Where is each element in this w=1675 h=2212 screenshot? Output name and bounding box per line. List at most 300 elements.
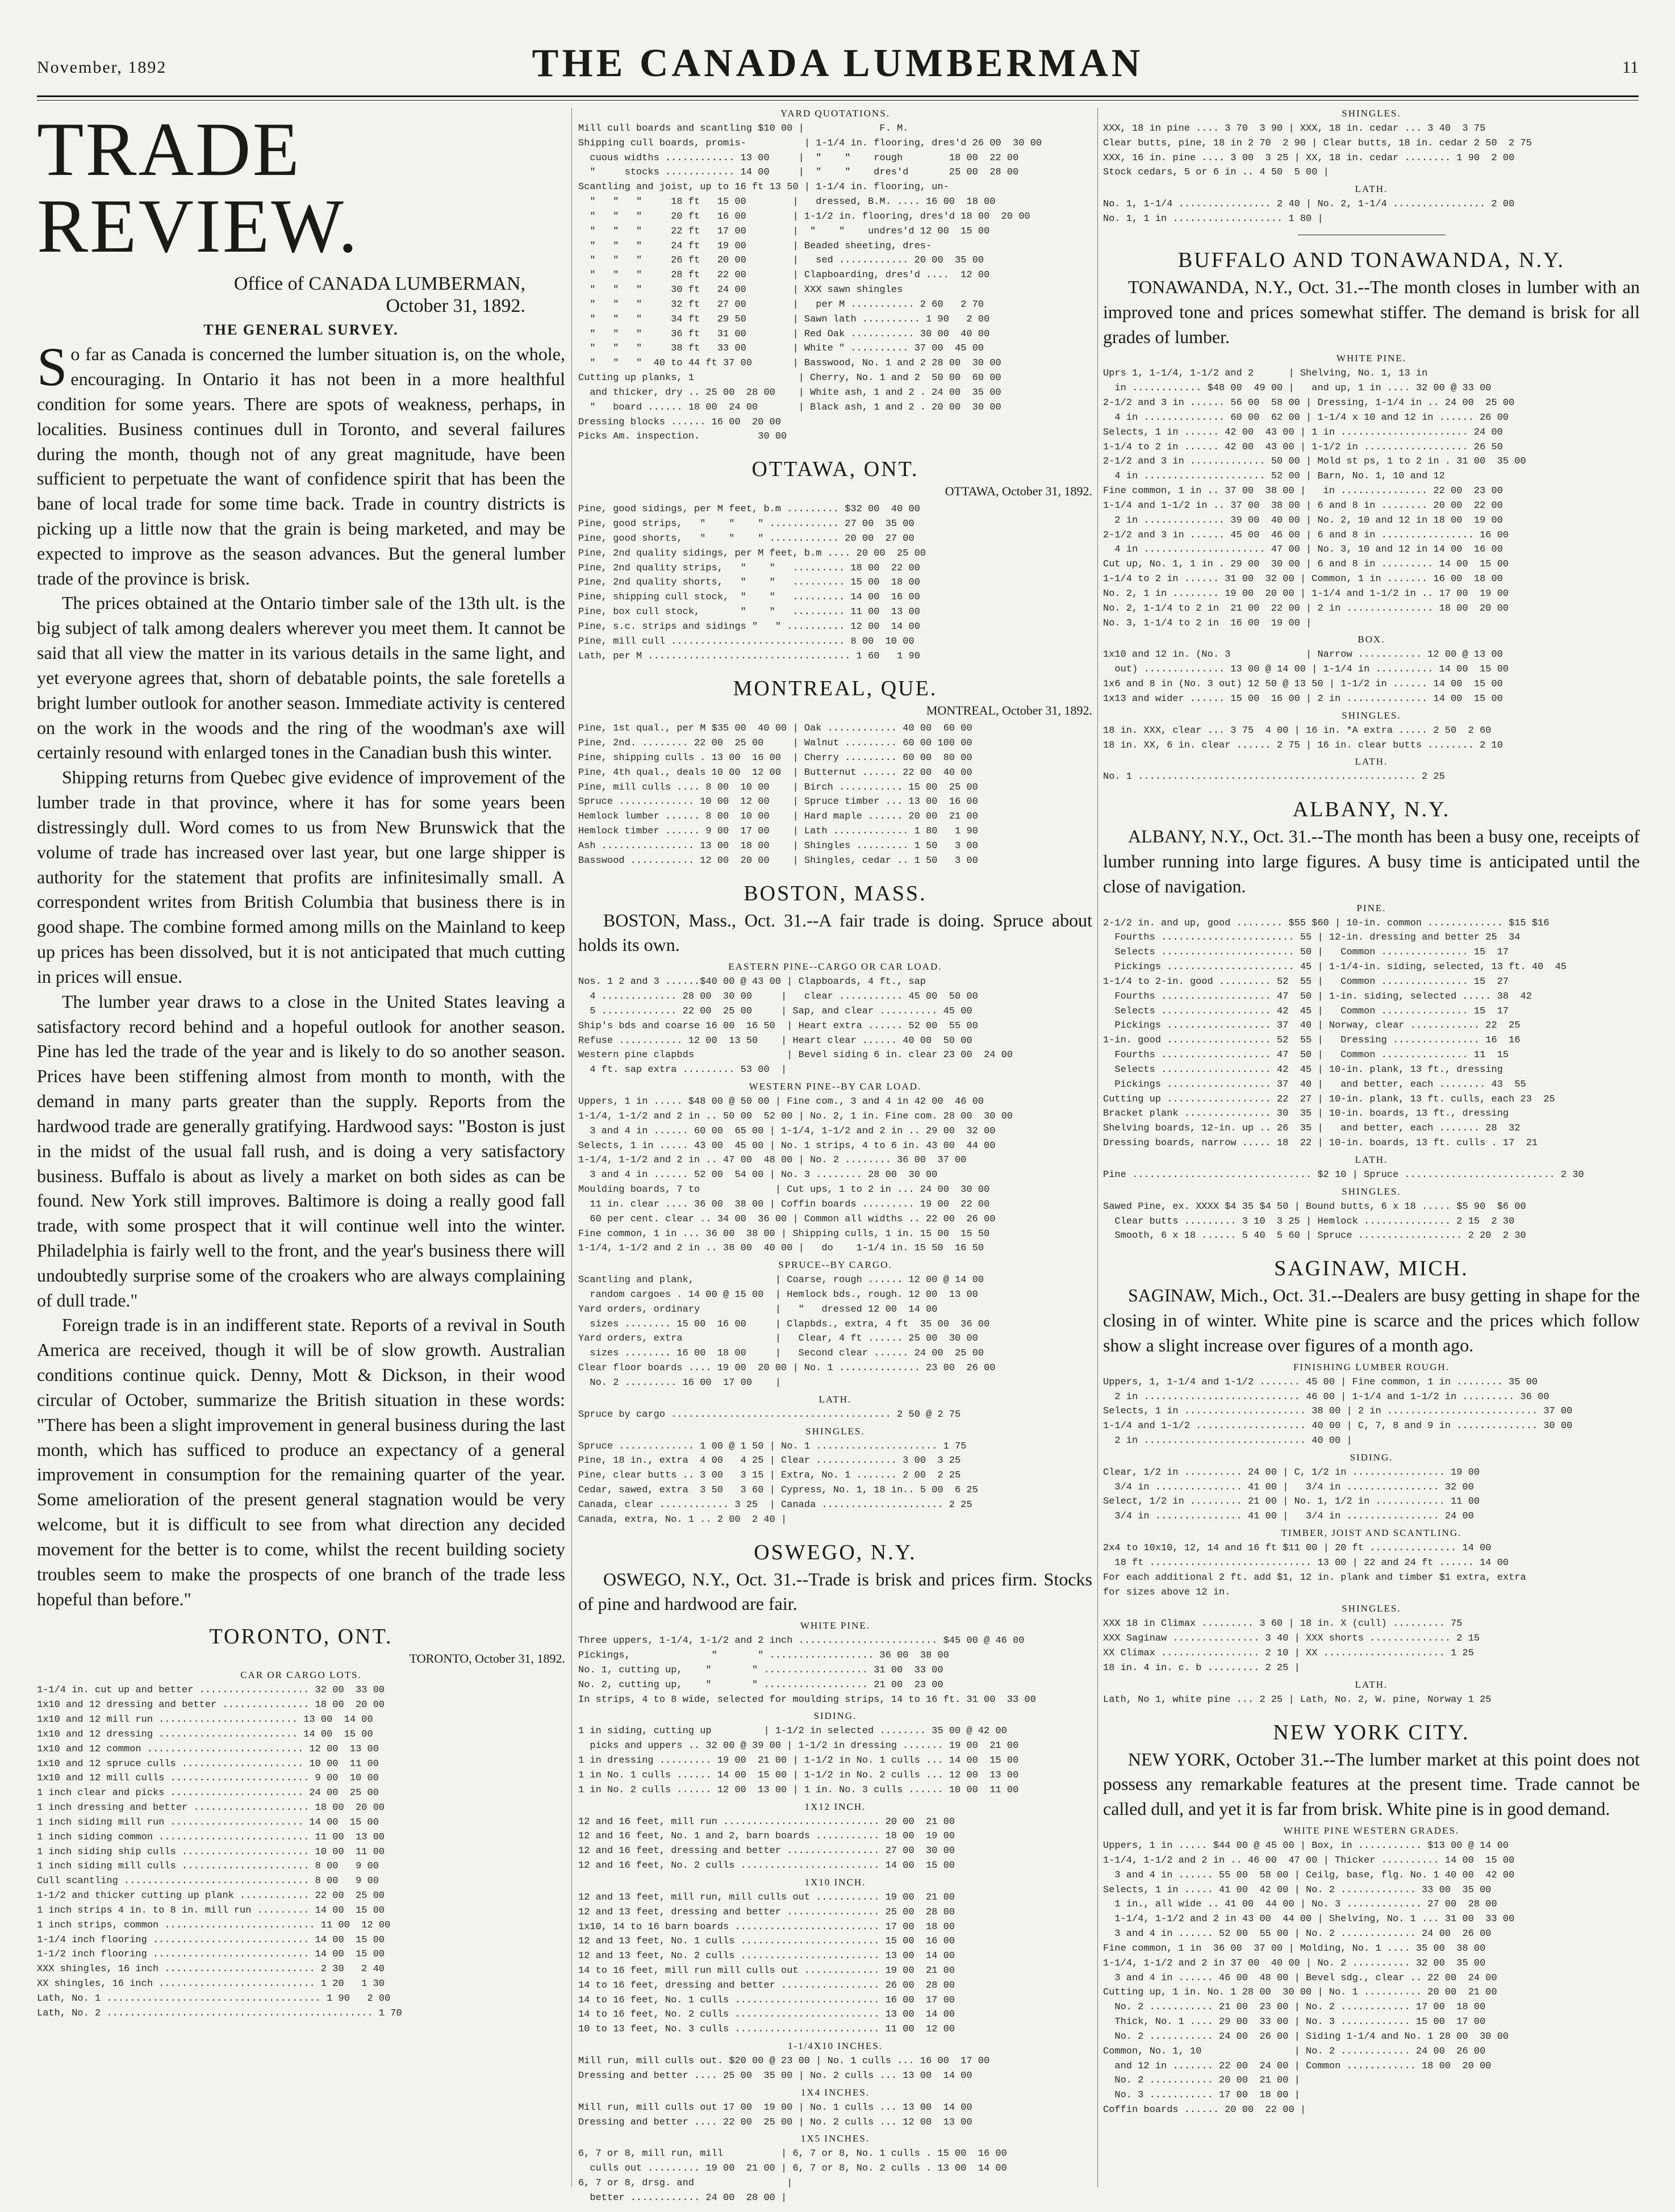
table-row: 1-1/4, 1-1/2 and 2 in .. 47 00 48 00 | No. 2 ........ 36 00 37 00 <box>578 1155 967 1166</box>
table-row: XXX, 18 in pine .... 3 70 3 90 | XXX, 18 in. cedar ... 3 40 3 75 <box>1103 123 1486 134</box>
table-row: Pine, 2nd quality shorts, " " ......... 15 00 18 00 <box>578 577 920 589</box>
table-row: Fourths ....................... 55 | 12-in. dressing and better 25 34 <box>1103 932 1521 944</box>
table-row: " " " 30 ft 24 00 | XXX sawn shingles <box>578 285 903 296</box>
table-subheading: SPRUCE--BY CARGO. <box>778 1259 892 1271</box>
table-row: 2-1/2 and 3 in ...... 56 00 58 00 | Dressing, 1-1/4 in .. 24 00 25 00 <box>1103 398 1515 409</box>
table-subheading: SHINGLES. <box>1342 108 1401 119</box>
table-row: 18 in. XXX, clear ... 3 75 4 00 | 16 in. *A extra ..... 2 50 2 60 <box>1103 725 1492 736</box>
table-row: Pine, mill cull .............................. 8 00 10 00 <box>578 636 914 647</box>
price-table <box>1103 1375 1640 1449</box>
table-row: Cut up, No. 1, 1 in . 29 00 30 00 | 6 and 8 in ......... 14 00 15 00 <box>1103 559 1509 570</box>
table-row: Pine, 2nd quality sidings, per M feet, b.m .... 20 00 25 00 <box>578 548 926 559</box>
table-subheading: WHITE PINE. <box>800 1620 871 1631</box>
table-row: " " " 36 ft 31 00 | Red Oak ........... 30 00 40 00 <box>578 328 990 340</box>
table-row: XX shingles, 16 inch ........................... 1 20 1 30 <box>37 1978 385 1989</box>
table-subheading: SHINGLES. <box>805 1425 865 1437</box>
table-row: Nos. 1 2 and 3 ......$40 00 @ 43 00 | Clapboards, 4 ft., sap <box>578 976 926 988</box>
market-intro: BOSTON, Mass., Oct. 31.--A fair trade is doing. Spruce about holds its own. <box>578 909 1092 955</box>
table-row: for sizes above 12 in. <box>1103 1587 1231 1598</box>
table-row: Cedar, sawed, extra 3 50 3 60 | Cypress, No. 1, 18 in.. 5 00 6 25 <box>578 1485 978 1496</box>
table-row: XXX shingles, 16 inch .......................... 2 30 2 40 <box>37 1964 385 1975</box>
price-table <box>578 122 1092 444</box>
masthead-rule-thin <box>37 100 1639 101</box>
price-table <box>1103 1617 1640 1675</box>
table-row: 1 inch siding common .......................... 11 00 13 00 <box>37 1831 385 1843</box>
table-row: 1x10 and 12 mill run ........................ 13 00 14 00 <box>37 1714 373 1726</box>
table-row: Cull scantling ................................ 8 00 9 00 <box>37 1876 379 1887</box>
table-row: 6, 7 or 8, mill run, mill | 6, 7 or 8, No. 1 culls . 15 00 16 00 <box>578 2148 1007 2160</box>
table-row: sizes ........ 15 00 16 00 | Clapbds., extra, 4 ft 35 00 36 00 <box>578 1318 990 1330</box>
table-subheading: TIMBER, JOIST AND SCANTLING. <box>1281 1527 1462 1539</box>
table-row: random cargoes . 14 00 @ 15 00 | Hemlock bds., rough. 12 00 13 00 <box>578 1289 978 1300</box>
table-row: 12 and 16 feet, mill run ........................... 20 00 21 00 <box>578 1816 955 1827</box>
table-subheading: 1X10 INCH. <box>804 1876 866 1888</box>
table-row: Stock cedars, 5 or 6 in .. 4 50 5 00 | <box>1103 167 1329 178</box>
table-row: For each additional 2 ft. add $1, 12 in. plank and timber $1 extra, extra <box>1103 1572 1526 1583</box>
price-table <box>1103 197 1640 227</box>
table-row: 2-1/2 in. and up, good ........ $55 $60 | 10-in. common ............. $15 $16 <box>1103 917 1549 929</box>
price-table <box>1103 366 1640 631</box>
price-table <box>1103 916 1640 1151</box>
market-heading-toronto: TORONTO, ONT. <box>209 1625 393 1649</box>
table-row: Sawed Pine, ex. XXXX $4 35 $4 50 | Bound butts, 6 x 18 ..... $5 90 $6 00 <box>1103 1201 1526 1212</box>
table-row: 12 and 16 feet, No. 2 culls ........................ 14 00 15 00 <box>578 1860 955 1872</box>
price-table <box>578 1439 1092 1527</box>
table-subheading: SIDING. <box>813 1710 857 1722</box>
column-divider <box>571 108 572 2187</box>
table-subheading: LATH. <box>818 1393 852 1405</box>
price-table <box>578 1634 1092 1707</box>
table-row: No. 2 ........... 20 00 21 00 | <box>1103 2075 1300 2086</box>
price-table <box>1103 648 1640 706</box>
page-number: 11 <box>1622 58 1639 77</box>
table-row: " stocks ............ 14 00 | " " dres'd 25 00 28 00 <box>578 167 1019 178</box>
table-row: Pickings .................. 37 40 | and better, each ........ 43 55 <box>1103 1079 1526 1090</box>
table-row: No. 3 ........... 17 00 18 00 | <box>1103 2090 1300 2101</box>
market-intro: SAGINAW, Mich., Oct. 31.--Dealers are busy getting in shape for the closing in of winter. White pine is scarce and the prices which follow show a slight increase over figures of a month ago. <box>1103 1285 1640 1355</box>
table-row: " " " 38 ft 33 00 | White " .......... 37 00 45 00 <box>578 343 984 354</box>
table-row: Pine, 2nd. ........ 22 00 25 00 | Walnut ......... 60 00 100 00 <box>578 738 972 749</box>
table-row: 1x10 and 12 in. (No. 3 | Narrow ........... 12 00 @ 13 00 <box>1103 649 1503 661</box>
table-row: No. 3, 1-1/4 to 2 in 16 00 19 00 | <box>1103 617 1312 629</box>
table-row: XX Climax ................. 2 10 | XX ..................... 1 25 <box>1103 1648 1474 1659</box>
table-row: Selects ................... 42 45 | 10-in. plank, 13 ft., dressing <box>1103 1064 1503 1075</box>
price-table <box>1103 1168 1640 1183</box>
table-row: 1 in dressing ......... 19 00 21 00 | 1-1/2 in No. 1 culls ... 14 00 15 00 <box>578 1755 1019 1767</box>
table-row: cuous widths ............ 13 00 | " " rough 18 00 22 00 <box>578 152 1019 164</box>
table-row: Pine, 4th qual., deals 10 00 12 00 | Butternut ...... 22 00 40 00 <box>578 767 972 778</box>
table-row: Spruce ............. 10 00 12 00 | Spruce timber ... 13 00 16 00 <box>578 796 978 808</box>
table-row: Uppers, 1 in ..... $44 00 @ 45 00 | Box, in ........... $13 00 @ 14 00 <box>1103 1840 1509 1852</box>
table-row: Coffin boards ...... 20 00 22 00 | <box>1103 2104 1306 2115</box>
article-title: TRADE REVIEW. <box>37 107 360 269</box>
dateline: TORONTO, October 31, 1892. <box>409 1651 565 1666</box>
table-row: 1x10 and 12 dressing ........................ 14 00 15 00 <box>37 1729 373 1740</box>
table-row: Fine common, 1 in ... 36 00 38 00 | Shipping culls, 1 in. 15 00 15 50 <box>578 1228 990 1239</box>
table-row: XXX, 16 in. pine .... 3 00 3 25 | XX, 18 in. cedar ........ 1 90 2 00 <box>1103 152 1515 164</box>
dateline: OTTAWA, October 31, 1892. <box>945 484 1092 499</box>
dateline: MONTREAL, October 31, 1892. <box>926 703 1092 718</box>
table-row: Thick, No. 1 .... 29 00 33 00 | No. 3 ............ 15 00 17 00 <box>1103 2017 1486 2028</box>
table-row: 60 per cent. clear .. 34 00 36 00 | Common all widths .. 22 00 26 00 <box>578 1213 996 1225</box>
table-row: 1 inch dressing and better .................... 18 00 20 00 <box>37 1802 385 1814</box>
section-title: THE GENERAL SURVEY. <box>203 322 399 339</box>
table-row: Scantling and plank, | Coarse, rough ...... 12 00 @ 14 00 <box>578 1275 984 1286</box>
table-row: No. 2, 1 in ........ 19 00 20 00 | 1-1/4 and 1-1/2 in .. 17 00 19 00 <box>1103 588 1509 599</box>
table-row: Select, 1/2 in ......... 21 00 | No. 1, 1/2 in ............ 11 00 <box>1103 1496 1480 1508</box>
table-row: Canada, clear ............ 3 25 | Canada ..................... 2 25 <box>578 1499 972 1510</box>
table-row: Dressing blocks ...... 16 00 20 00 <box>578 416 782 428</box>
table-row: Common, No. 1, 10 | No. 2 ............ 24 00 26 00 <box>1103 2046 1486 2057</box>
market-heading-saginaw: SAGINAW, MICH. <box>1274 1257 1469 1281</box>
column-3 <box>1103 108 1640 2118</box>
table-row: Lath, No 1, white pine ... 2 25 | Lath, No. 2, W. pine, Norway 1 25 <box>1103 1694 1492 1705</box>
table-row: Clear butts ......... 3 10 3 25 | Hemlock ............... 2 15 2 30 <box>1103 1216 1515 1227</box>
table-row: Clear butts, pine, 18 in 2 70 2 90 | Clear butts, 18 in. cedar 2 50 2 75 <box>1103 137 1532 149</box>
table-row: Pine, shipping cull stock, " " ......... 14 00 16 00 <box>578 592 920 603</box>
table-row: " " " 34 ft 29 50 | Sawn lath .......... 1 90 2 00 <box>578 314 990 325</box>
table-row: 1 in., all wide .. 41 00 44 00 | No. 3 ............. 27 00 28 00 <box>1103 1899 1497 1910</box>
table-row: 1-in. good .................. 52 55 | Dressing ............... 16 16 <box>1103 1035 1521 1046</box>
table-row: 1-1/4 and 1-1/2 ................... 40 00 | C, 7, 8 and 9 in .............. 30 00 <box>1103 1421 1573 1432</box>
price-table <box>1103 1200 1640 1243</box>
table-row: Pine, box cull stock, " " ......... 11 00 13 00 <box>578 607 920 618</box>
table-row: Clear, 1/2 in .......... 24 00 | C, 1/2 in ................ 19 00 <box>1103 1467 1480 1478</box>
table-subheading: LATH. <box>1355 1154 1388 1165</box>
table-row: Pine, 1st qual., per M $35 00 40 00 | Oak ............ 40 00 60 00 <box>578 723 972 734</box>
table-row: 1x10 and 12 mill culls ........................ 9 00 10 00 <box>37 1773 379 1784</box>
market-heading-montreal: MONTREAL, QUE. <box>733 677 938 701</box>
table-row: " " " 28 ft 22 00 | Clapboarding, dres'd .... 12 00 <box>578 270 990 281</box>
table-row: 1-1/4, 1-1/2 and 2 in .. 38 00 40 00 | do 1-1/4 in. 15 50 16 50 <box>578 1243 984 1254</box>
table-row: In strips, 4 to 8 wide, selected for moulding strips, 14 to 16 ft. 31 00 33 00 <box>578 1694 1036 1705</box>
price-table <box>1103 1466 1640 1524</box>
table-row: 1 inch clear and picks ....................... 24 00 25 00 <box>37 1788 379 1799</box>
table-row: " " " 26 ft 20 00 | sed ............ 20 00 35 00 <box>578 255 984 266</box>
table-subheading: PINE. <box>1356 902 1386 913</box>
table-row: 1x10, 14 to 16 barn boards ......................... 17 00 18 00 <box>578 1921 955 1933</box>
table-row: Shipping cull boards, promis- | 1-1/4 in. flooring, dres'd 26 00 30 00 <box>578 137 1042 149</box>
table-row: and 12 in ....... 22 00 24 00 | Common ............ 18 00 20 00 <box>1103 2060 1492 2072</box>
table-subheading: SHINGLES. <box>1342 1603 1401 1614</box>
table-row: 1-1/4, 1-1/2 and 2 in 37 00 40 00 | No. 2 .......... 32 00 35 00 <box>1103 1958 1486 1969</box>
table-row: 1-1/4, 1-1/2 and 2 in .. 50 00 52 00 | No. 2, 1 in. Fine com. 28 00 30 00 <box>578 1111 1013 1122</box>
table-row: 3 and 4 in ...... 52 00 55 00 | No. 2 ............. 24 00 26 00 <box>1103 1929 1492 1940</box>
price-table <box>578 975 1092 1078</box>
drop-cap: S <box>37 336 68 398</box>
table-row: 1x6 and 8 in (No. 3 out) 12 50 @ 13 50 | 1-1/2 in ...... 14 00 15 00 <box>1103 679 1503 690</box>
table-row: Shelving boards, 12-in. up .. 26 35 | and better, each ....... 28 32 <box>1103 1123 1521 1134</box>
table-subheading: 1X12 INCH. <box>804 1801 866 1812</box>
table-row: 11 in. clear .... 36 00 38 00 | Coffin boards ......... 19 00 22 00 <box>578 1199 990 1210</box>
table-row: No. 2, cutting up, " " .................. 21 00 23 00 <box>578 1679 943 1691</box>
table-subheading: SHINGLES. <box>1342 709 1401 721</box>
table-row: 1-1/4, 1-1/2 and 2 in .. 46 00 47 00 | Thicker .......... 14 00 15 00 <box>1103 1855 1515 1866</box>
table-row: 2 in ............................ 40 00 | <box>1103 1435 1352 1446</box>
table-row: No. 1, 1 in ................... 1 80 | <box>1103 214 1323 225</box>
table-row: 18 in. XX, 6 in. clear ...... 2 75 | 16 in. clear butts ........ 2 10 <box>1103 740 1503 751</box>
table-row: 1-1/4 to 2-in. good ......... 52 55 | Common ............... 15 27 <box>1103 976 1509 987</box>
table-row: 3 and 4 in ...... 55 00 58 00 | Ceilg, base, flg. No. 1 40 00 42 00 <box>1103 1869 1515 1881</box>
table-subheading: LATH. <box>1355 756 1388 767</box>
table-row: 2x4 to 10x10, 12, 14 and 16 ft $11 00 | 20 ft ............... 14 00 <box>1103 1543 1492 1554</box>
price-table <box>1103 770 1640 784</box>
office-line-2: October 31, 1892. <box>386 295 525 317</box>
table-subheading: WHITE PINE WESTERN GRADES. <box>1283 1825 1460 1837</box>
table-row: 12 and 13 feet, mill run, mill culls out ........... 19 00 21 00 <box>578 1892 955 1903</box>
table-row: Lath, No. 2 .............................................. 1 70 <box>37 2008 402 2019</box>
table-row: Pine, s.c. strips and sidings " " .......... 12 00 14 00 <box>578 621 920 632</box>
table-row: Selects, 1 in ..... 41 00 42 00 | No. 2 ............. 33 00 35 00 <box>1103 1884 1492 1896</box>
table-row: Western pine clapbds | Bevel siding 6 in. clear 23 00 24 00 <box>578 1050 1013 1061</box>
price-table <box>1103 724 1640 753</box>
market-heading-ottawa: OTTAWA, ONT. <box>751 457 919 482</box>
article-paragraph: So far as Canada is concerned the lumber situation is, on the whole, encouraging. In Ontario it has not been in a more healthful condition for some years. There are spots of weakness, perhaps, in localities. Business continues dull in Toronto, and several failures during the month, though not of any great magnitude, have been sufficient to perpetuate the want of confidence spirit that has been the bane of local trade for some time back. Trade in country districts is picking up a little now that the grain is being marketed, and may be expected to improve as the season advances. But the general lumber trade of the province is brisk. <box>37 336 565 589</box>
table-row: Cutting up, 1 in. No. 1 28 00 30 00 | No. 1 .......... 20 00 21 00 <box>1103 1987 1497 1998</box>
table-row: 3 and 4 in ...... 46 00 48 00 | Bevel sdg., clear .. 22 00 24 00 <box>1103 1972 1497 1984</box>
price-table <box>578 1095 1092 1256</box>
column-1 <box>37 108 565 2021</box>
table-row: 1 inch strips, common .......................... 11 00 12 00 <box>37 1919 391 1931</box>
table-row: 3/4 in ............... 41 00 | 3/4 in ................ 24 00 <box>1103 1511 1474 1522</box>
table-row: 4 ft. sap extra ......... 53 00 | <box>578 1065 787 1076</box>
price-table <box>578 2147 1092 2205</box>
table-subheading: 1X5 INCHES. <box>800 2133 870 2144</box>
table-row: No. 2 ........... 21 00 23 00 | No. 2 ............ 17 00 18 00 <box>1103 2002 1486 2013</box>
table-row: 1-1/4 inch flooring ........................... 14 00 15 00 <box>37 1934 385 1946</box>
table-row: 1 inch strips 4 in. to 8 in. mill run ......... 14 00 15 00 <box>37 1905 385 1916</box>
table-row: Picks Am. inspection. 30 00 <box>578 431 787 443</box>
table-row: Pine, 18 in., extra 4 00 4 25 | Clear .............. 3 00 3 25 <box>578 1455 961 1467</box>
table-row: Lath, No. 1 ..................................... 1 90 2 00 <box>37 1993 391 2004</box>
price-table <box>1103 1839 1640 2118</box>
table-row: Mill run, mill culls out. $20 00 @ 23 00 | No. 1 culls ... 16 00 17 00 <box>578 2056 990 2067</box>
office-line-1: Office of CANADA LUMBERMAN, <box>233 273 525 294</box>
table-row: 18 in. 4 in. c. b ......... 2 25 | <box>1103 1662 1300 1673</box>
table-row: No. 1 ................................................ 2 25 <box>1103 771 1445 783</box>
table-row: 1-1/2 inch flooring ........................... 14 00 15 00 <box>37 1949 385 1960</box>
market-intro: ALBANY, N.Y., Oct. 31.--The month has been a busy one, receipts of lumber running into large figures. A busy time is anticipated until the close of navigation. <box>1103 826 1640 896</box>
market-intro: TONAWANDA, N.Y., Oct. 31.--The month closes in lumber with an improved tone and prices somewhat stiffer. The demand is brisk for all grades of lumber. <box>1103 276 1640 347</box>
table-row: Pine, 2nd quality strips, " " ......... 18 00 22 00 <box>578 562 920 574</box>
table-row: Uppers, 1, 1-1/4 and 1-1/2 ....... 45 00 | Fine common, 1 in ........ 35 00 <box>1103 1376 1538 1388</box>
table-row: 4 ............. 28 00 30 00 | clear ........... 45 00 50 00 <box>578 991 978 1003</box>
table-subheading: LATH. <box>1355 183 1388 195</box>
market-heading-albany: ALBANY, N.Y. <box>1292 798 1451 822</box>
table-row: Clear floor boards .... 19 00 20 00 | No. 1 .............. 23 00 26 00 <box>578 1363 996 1374</box>
table-row: Yard orders, extra | Clear, 4 ft ...... 25 00 30 00 <box>578 1333 978 1345</box>
market-heading-oswego: OSWEGO, N.Y. <box>754 1540 917 1564</box>
table-row: Pine, shipping culls . 13 00 16 00 | Cherry ......... 60 00 80 00 <box>578 752 972 763</box>
table-subheading: EASTERN PINE--CARGO OR CAR LOAD. <box>728 961 942 973</box>
table-row: " " " 24 ft 19 00 | Beaded sheeting, dres- <box>578 240 932 252</box>
table-row: 1 in No. 1 culls ...... 14 00 15 00 | 1-1/2 in No. 2 culls ... 12 00 13 00 <box>578 1769 1019 1781</box>
table-row: " " " 20 ft 16 00 | 1-1/2 in. flooring, dres'd 18 00 20 00 <box>578 211 1030 222</box>
table-subheading: WESTERN PINE--BY CAR LOAD. <box>749 1081 922 1092</box>
table-subheading: BOX. <box>1357 634 1385 645</box>
table-row: Selects ................... 42 45 | Common ............... 15 17 <box>1103 1005 1509 1017</box>
table-row: Canada, extra, No. 1 .. 2 00 2 40 | <box>578 1514 787 1525</box>
table-row: Pickings .................. 37 40 | Norway, clear ............ 22 25 <box>1103 1020 1521 1032</box>
table-row: " " " 32 ft 27 00 | per M ........... 2 60 2 70 <box>578 299 984 310</box>
table-row: 14 to 16 feet, dressing and better ................. 26 00 28 00 <box>578 1980 955 1991</box>
table-subheading: SIDING. <box>1350 1451 1393 1463</box>
table-row: 1-1/4 to 2 in ...... 31 00 32 00 | Common, 1 in ....... 16 00 18 00 <box>1103 574 1503 585</box>
table-row: Pine, good sidings, per M feet, b.m ......... $32 00 40 00 <box>578 504 920 515</box>
price-table <box>578 502 1092 663</box>
table-row: 12 and 16 feet, dressing and better ................ 27 00 30 00 <box>578 1846 955 1857</box>
market-intro: NEW YORK, October 31.--The lumber market at this point does not possess any remarkable features at the present time. Trade cannot be called dull, and yet it is far from brisk. White pine is in good demand. <box>1103 1748 1640 1819</box>
table-row: Spruce ............. 1 00 @ 1 50 | No. 1 ..................... 1 75 <box>578 1441 967 1452</box>
table-row: better ............ 24 00 28 00 | <box>578 2192 787 2203</box>
table-row: XXX 18 in Climax ......... 3 60 | 18 in. X (cull) ......... 75 <box>1103 1618 1463 1630</box>
table-row: 12 and 13 feet, No. 1 culls ........................ 15 00 16 00 <box>578 1936 955 1947</box>
article-paragraph: The prices obtained at the Ontario timber sale of the 13th ult. is the big subject of talk among dealers wherever you meet them. It cannot be said that all view the matter in its various details in the same light, and yet everyone agrees that, shorn of debatable points, the sale foretells a bright lumber outlook for another season. Immediate activity is centered on the work in the woods and the ring of the woodman's axe will certainly resound with enlarged tones in the Canadian bush this winter. <box>37 592 565 763</box>
price-table <box>1103 1541 1640 1600</box>
table-row: Refuse ........... 12 00 13 50 | Heart clear ...... 40 00 50 00 <box>578 1035 972 1046</box>
table-row: Yard orders, ordinary | " dressed 12 00 14 00 <box>578 1304 938 1315</box>
market-heading-buffalo: BUFFALO AND TONAWANDA, N.Y. <box>1177 248 1565 272</box>
table-row: No. 1, 1-1/4 ................ 2 40 | No. 2, 1-1/4 ................ 2 00 <box>1103 199 1515 210</box>
table-row: 4 in ..................... 52 00 | Barn, No. 1, 10 and 12 <box>1103 471 1445 482</box>
market-intro: OSWEGO, N.Y., Oct. 31.--Trade is brisk and prices firm. Stocks of pine and hardwood are fair. <box>578 1568 1092 1614</box>
price-table <box>37 1683 565 2021</box>
price-table <box>1103 122 1640 180</box>
table-row: 3/4 in ............... 41 00 | 3/4 in ................ 32 00 <box>1103 1481 1474 1493</box>
newspaper-title: THE CANADA LUMBERMAN <box>532 41 1144 85</box>
table-row: 3 and 4 in ...... 52 00 54 00 | No. 3 ........ 28 00 30 00 <box>578 1170 938 1181</box>
table-row: 2 in .............. 39 00 40 00 | No. 2, 10 and 12 in 18 00 19 00 <box>1103 515 1503 526</box>
table-row: Ship's bds and coarse 16 00 16 50 | Heart extra ...... 52 00 55 00 <box>578 1020 978 1032</box>
table-row: " " " 22 ft 17 00 | " " undres'd 12 00 15 00 <box>578 226 990 237</box>
table-row: 1 inch siding mill culls ...................... 8 00 9 00 <box>37 1861 379 1872</box>
table-row: sizes ........ 16 00 18 00 | Second clear ...... 24 00 25 00 <box>578 1348 984 1359</box>
table-subheading: YARD QUOTATIONS. <box>780 108 891 119</box>
table-row: Three uppers, 1-1/4, 1-1/2 and 2 inch ........................ $45 00 @ 46 00 <box>578 1635 1025 1647</box>
table-row: Fourths ................... 47 50 | Common ............... 11 15 <box>1103 1050 1509 1061</box>
table-row: Dressing and better .... 22 00 25 00 | No. 2 culls ... 12 00 13 00 <box>578 2117 972 2128</box>
table-row: Scantling and joist, up to 16 ft 13 50 | 1-1/4 in. flooring, un- <box>578 182 949 193</box>
table-row: 1x13 and wider ...... 15 00 16 00 | 2 in .............. 14 00 15 00 <box>1103 693 1503 704</box>
table-row: Selects ....................... 50 | Common ............... 15 17 <box>1103 947 1509 958</box>
issue-date: November, 1892 <box>37 58 167 77</box>
table-row: Mill run, mill culls out 17 00 19 00 | No. 1 culls ... 13 00 14 00 <box>578 2102 972 2113</box>
table-row: 1x10 and 12 dressing and better ............... 18 00 20 00 <box>37 1700 385 1711</box>
table-row: 2-1/2 and 3 in ............. 50 00 | Mold st ps, 1 to 2 in . 31 00 35 00 <box>1103 456 1526 468</box>
table-row: 10 to 13 feet, No. 3 culls ......................... 11 00 12 00 <box>578 2024 955 2035</box>
price-table <box>578 1724 1092 1797</box>
table-row: " " " 18 ft 15 00 | dressed, B.M. .... 16 00 18 00 <box>578 197 996 208</box>
price-table <box>578 1273 1092 1391</box>
table-row: Fine common, 1 in 36 00 37 00 | Molding, No. 1 .... 35 00 38 00 <box>1103 1943 1486 1954</box>
table-row: 1-1/4, 1-1/2 and 2 in 43 00 44 00 | Shelving, No. 1 ... 31 00 33 00 <box>1103 1914 1515 1925</box>
market-heading-boston: BOSTON, MASS. <box>743 881 927 905</box>
table-row: picks and uppers .. 32 00 @ 39 00 | 1-1/2 in dressing ....... 19 00 21 00 <box>578 1741 1019 1752</box>
table-row: Selects, 1 in ..... 43 00 45 00 | No. 1 strips, 4 to 6 in. 43 00 44 00 <box>578 1140 996 1151</box>
table-row: Basswood ........... 12 00 20 00 | Shingles, cedar .. 1 50 3 00 <box>578 855 978 866</box>
table-row: 1-1/4 to 2 in ...... 42 00 43 00 | 1-1/2 in .................. 26 50 <box>1103 441 1503 453</box>
table-row: XXX Saginaw ............... 3 40 | XXX shorts .............. 2 15 <box>1103 1633 1480 1645</box>
table-row: 1-1/4 in. cut up and better ................... 32 00 33 00 <box>37 1685 385 1696</box>
table-row: 1 in siding, cutting up | 1-1/2 in selected ........ 35 00 @ 42 00 <box>578 1726 1007 1737</box>
table-subheading: FINISHING LUMBER ROUGH. <box>1293 1361 1450 1372</box>
office-line <box>37 273 525 317</box>
table-row: 3 and 4 in ...... 60 00 65 00 | 1-1/4, 1-1/2 and 2 in .. 29 00 32 00 <box>578 1125 996 1137</box>
table-row: Moulding boards, 7 to | Cut ups, 1 to 2 in ... 24 00 30 00 <box>578 1184 990 1196</box>
table-row: 18 ft ............................ 13 00 | 22 and 24 ft ...... 14 00 <box>1103 1557 1509 1568</box>
price-table <box>578 2101 1092 2130</box>
table-subheading: CAR OR CARGO LOTS. <box>240 1670 362 1681</box>
table-subheading: WHITE PINE. <box>1336 353 1407 364</box>
table-row: 2 in ........................... 46 00 | 1-1/4 and 1-1/2 in ......... 36 00 <box>1103 1391 1549 1403</box>
table-row: Cutting up planks, 1 | Cherry, No. 1 and 2 50 00 60 00 <box>578 373 1001 384</box>
table-row: Dressing and better .... 25 00 35 00 | No. 2 culls ... 13 00 14 00 <box>578 2070 972 2081</box>
table-row: No. 2 ........... 24 00 26 00 | Siding 1-1/4 and No. 1 28 00 30 00 <box>1103 2031 1509 2042</box>
price-table <box>578 721 1092 868</box>
table-row: 4 in ..................... 47 00 | No. 3, 10 and 12 in 14 00 16 00 <box>1103 544 1503 556</box>
table-row: Lath, per M ................................... 1 60 1 90 <box>578 650 920 662</box>
table-row: Pickings ...................... 45 | 1-1/4-in. siding, selected, 13 ft. 40 45 <box>1103 962 1567 973</box>
table-row: 1-1/2 and thicker cutting up plank ............ 22 00 25 00 <box>37 1890 385 1902</box>
table-row: Pine, good shorts, " " " ............ 20 00 27 00 <box>578 533 914 544</box>
table-row: out) .............. 13 00 @ 14 00 | 1-1/4 in .......... 14 00 15 00 <box>1103 664 1509 675</box>
table-row: Hemlock lumber ...... 8 00 10 00 | Hard maple ...... 20 00 21 00 <box>578 811 978 823</box>
price-table <box>578 1408 1092 1422</box>
table-row: 4 in .............. 60 00 62 00 | 1-1/4 x 10 and 12 in ...... 26 00 <box>1103 412 1509 423</box>
price-table <box>578 1815 1092 1873</box>
table-row: Mill cull boards and scantling $10 00 | F. M. <box>578 123 909 134</box>
table-row: and thicker, dry .. 25 00 28 00 | White ash, 1 and 2 . 24 00 35 00 <box>578 387 1001 398</box>
table-row: No. 2 ......... 16 00 17 00 | <box>578 1377 782 1388</box>
table-row: No. 1, cutting up, " " .................. 31 00 33 00 <box>578 1664 943 1676</box>
price-table <box>1103 1693 1640 1708</box>
table-row: Dressing boards, narrow ..... 18 22 | 10-in. boards, 13 ft. culls . 17 21 <box>1103 1138 1538 1149</box>
table-subheading: SHINGLES. <box>1342 1186 1401 1197</box>
masthead <box>37 41 1639 90</box>
column-divider <box>1097 108 1098 2187</box>
table-subheading: 1X4 INCHES. <box>800 2086 870 2098</box>
table-row: Selects, 1 in ...... 42 00 43 00 | 1 in ...................... 24 00 <box>1103 427 1503 438</box>
table-row: Fourths ................... 47 50 | 1-in. siding, selected ..... 38 42 <box>1103 991 1532 1002</box>
table-row: 1x10 and 12 common ........................... 12 00 13 00 <box>37 1743 379 1755</box>
table-row: 5 ............. 22 00 25 00 | Sap, and clear .......... 45 00 <box>578 1005 972 1017</box>
table-row: 6, 7 or 8, drsg. and | <box>578 2178 793 2189</box>
table-row: Spruce by cargo ...................................... 2 50 @ 2 75 <box>578 1409 961 1420</box>
table-row: Pine, good strips, " " " ............ 27 00 35 00 <box>578 519 914 530</box>
table-row: " " " 40 to 44 ft 37 00 | Basswood, No. 1 and 2 28 00 30 00 <box>578 358 1001 369</box>
table-row: 2-1/2 and 3 in ...... 45 00 46 00 | 6 and 8 in ................ 16 00 <box>1103 529 1509 541</box>
table-row: Fine common, 1 in .. 37 00 38 00 | in ............... 22 00 23 00 <box>1103 486 1503 497</box>
article-paragraph: The lumber year draws to a close in the United States leaving a satisfactory record behind and a hopeful outlook for another season. Pine has led the trade of the year and is likely to do so another season. Prices have been stiffening almost from month to month, with the demand in many parts greater than the supply. Reports from the hardwood trade are generally gratifying. Hardwood says: "Boston is just in the midst of the usual fall rush, and is doing a very satisfactory business. Buffalo is about as lively a market on both sides as can be found. New York still improves. Baltimore is doing a really good fall trade, with some prospect that it will continue well into the winter. Philadelphia is fairly well to the front, and the year's business there will undoubtedly surprise some of the croakers who are always complaining of dull trade." <box>37 991 565 1310</box>
table-row: Pine ............................... $2 10 | Spruce .......................... 2 30 <box>1103 1169 1584 1180</box>
column-2 <box>578 108 1092 2206</box>
table-row: 14 to 16 feet, No. 2 culls ......................... 13 00 14 00 <box>578 2009 955 2021</box>
table-row: Uppers, 1 in ..... $48 00 @ 50 00 | Fine com., 3 and 4 in 42 00 46 00 <box>578 1096 984 1108</box>
table-row: Pine, mill culls .... 8 00 10 00 | Birch ........... 15 00 25 00 <box>578 782 978 793</box>
table-row: 12 and 16 feet, No. 1 and 2, barn boards ........... 18 00 19 00 <box>578 1831 955 1842</box>
article-paragraph: Shipping returns from Quebec give evidence of improvement of the lumber trade in that province, where it has for some years been distressingly dull. Word comes to us from New Brunswick that the volume of trade has increased over last year, but one large shipper is authority for the statement that profits are infinitesimally small. A correspondent writes from British Columbia that business there is in good shape. The combine formed among mills on the Mainland to keep up prices has been dissolved, but it is not anticipated that much cutting in prices will ensue. <box>37 767 565 987</box>
table-row: 1 inch siding ship culls ...................... 10 00 11 00 <box>37 1846 385 1858</box>
table-row: 1 in No. 2 culls ...... 12 00 13 00 | 1 in. No. 3 culls ...... 10 00 11 00 <box>578 1784 1019 1796</box>
table-row: 1-1/4 and 1-1/2 in .. 37 00 38 00 | 6 and 8 in ........ 20 00 22 00 <box>1103 500 1503 511</box>
table-row: 1 inch siding mill run ....................... 14 00 15 00 <box>37 1817 379 1828</box>
table-row: in ............ $48 00 49 00 | and up, 1 in .... 32 00 @ 33 00 <box>1103 383 1492 394</box>
table-row: culls out ......... 19 00 21 00 | 6, 7 or 8, No. 2 culls . 13 00 14 00 <box>578 2163 1007 2175</box>
market-heading-new-york: NEW YORK CITY. <box>1273 1720 1470 1744</box>
table-row: Uprs 1, 1-1/4, 1-1/2 and 2 | Shelving, No. 1, 13 in <box>1103 368 1428 379</box>
table-row: 14 to 16 feet, mill run mill culls out ............. 19 00 21 00 <box>578 1965 955 1976</box>
table-row: 12 and 13 feet, dressing and better ................ 25 00 28 00 <box>578 1906 955 1918</box>
